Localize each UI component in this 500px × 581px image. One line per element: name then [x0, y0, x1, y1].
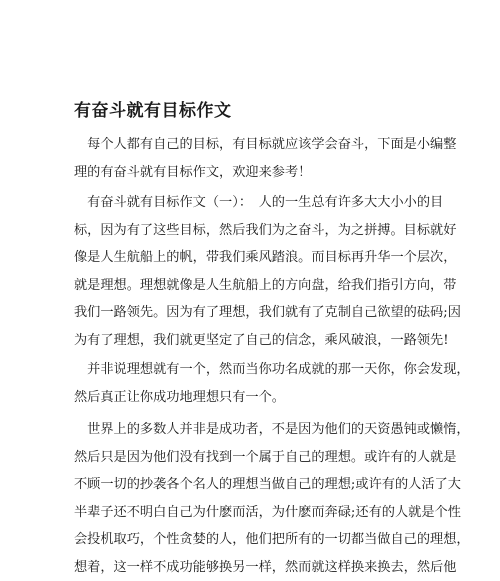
- paragraph-essay-one: [74, 189, 428, 354]
- text-line: 然后只是因为他们没有找到一个属于自己的理想。或许有的人就是: [74, 444, 428, 472]
- paragraph-ideal: [74, 356, 428, 411]
- text-line: 标，因为有了这些目标，然后我们为之奋斗，为之拼搏。目标就好: [74, 217, 428, 245]
- paragraph-success: [74, 416, 428, 581]
- text-line: 每个人都有自己的目标，有目标就应该学会奋斗，下面是小编整: [74, 131, 428, 159]
- text-line: 会投机取巧，个性贪婪的人，他们把所有的一切都当做自己的理想，: [74, 526, 428, 554]
- text-line: 世界上的多数人并非是成功者，不是因为他们的天资愚钝或懒惰，: [74, 416, 428, 444]
- text-line: 然后真正让你成功地理想只有一个。: [74, 384, 428, 412]
- article-title: 有奋斗就有目标作文: [74, 96, 232, 121]
- text-line: 就是理想。理想就像是人生航船上的方向盘，给我们指引方向，带: [74, 272, 428, 300]
- text-line: 我们一路领先。因为有了理想，我们就有了克制自己欲望的砝码;因: [74, 299, 428, 327]
- text-line: 理的有奋斗就有目标作文，欢迎来参考！: [74, 159, 428, 187]
- paragraph-intro: [74, 131, 428, 186]
- text-line: 并非说理想就有一个，然而当你功名成就的那一天你，你会发现，: [74, 356, 428, 384]
- text-line: 为有了理想，我们就更坚定了自己的信念，乘风破浪，一路领先!: [74, 327, 428, 355]
- text-line: 不顾一切的抄袭各个名人的理想当做自己的理想;或许有的人活了大: [74, 471, 428, 499]
- text-line: 有奋斗就有目标作文（一）： 人的一生总有许多大大小小的目: [74, 189, 428, 217]
- text-line: 像是人生航船上的帆，带我们乘风踏浪。而目标再升华一个层次，: [74, 244, 428, 272]
- text-line: 想着，这一样不成功能够换另一样，然而就这样换来换去，然后他: [74, 554, 428, 581]
- text-line: 半辈子还不明白自己为什麽而活，为什麽而奔碌;还有的人就是个性: [74, 499, 428, 527]
